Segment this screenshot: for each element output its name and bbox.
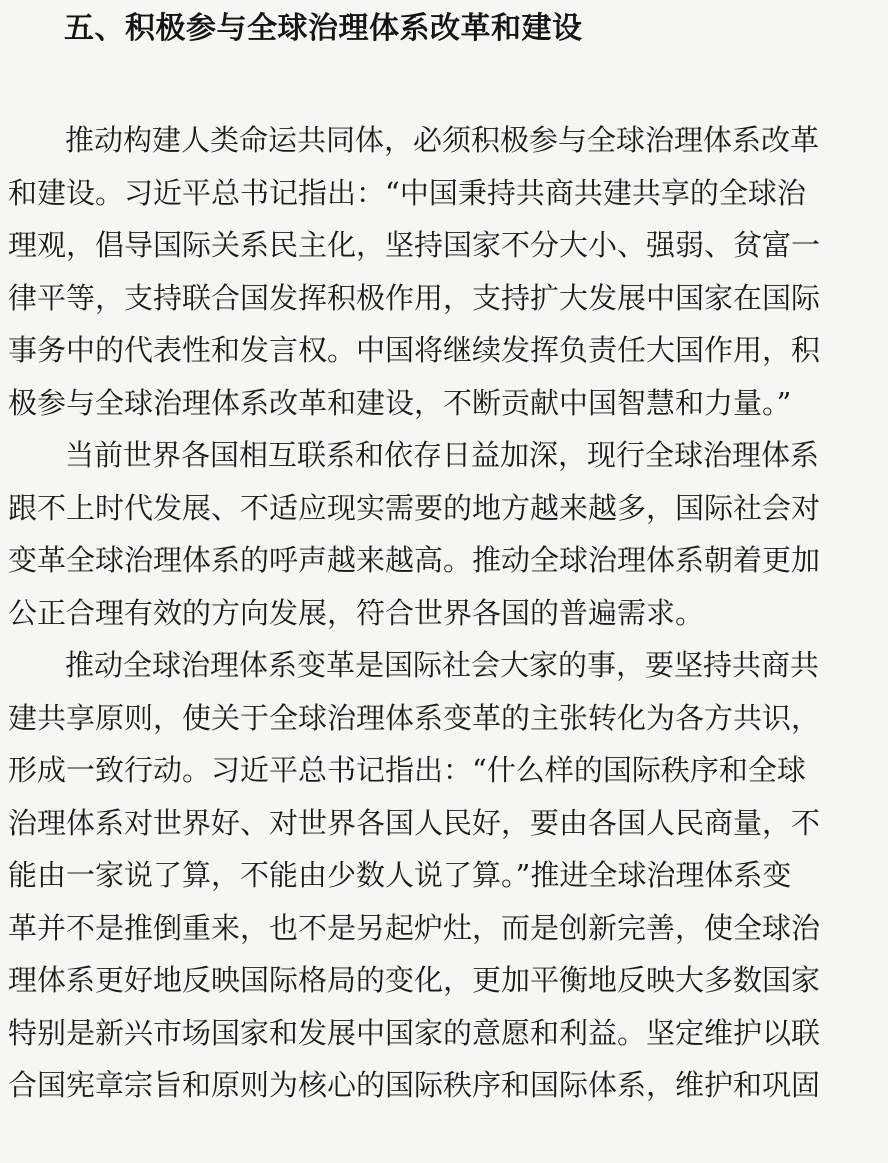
text-line: 变革全球治理体系的呼声越来越高。推动全球治理体系朝着更加: [8, 543, 821, 577]
text-line: 合国宪章宗旨和原则为核心的国际秩序和国际体系，维护和巩固: [8, 1068, 821, 1102]
document-body: [8, 114, 884, 1112]
text-line: 律平等，支持联合国发挥积极作用，支持扩大发展中国家在国际: [8, 280, 821, 315]
paragraph-3: [8, 639, 884, 1112]
text-line: 治理体系对世界好、对世界各国人民好，要由各国人民商量，不: [8, 805, 821, 840]
text-line: 特别是新兴市场国家和发展中国家的意愿和利益。坚定维护以联: [8, 1015, 821, 1050]
text-line: 公正合理有效的方向发展，符合世界各国的普遍需求。: [8, 595, 705, 630]
paragraph-1: [8, 114, 884, 429]
text-line: 极参与全球治理体系改革和建设，不断贡献中国智慧和力量。”: [8, 385, 792, 420]
text-line: 推动构建人类命运共同体，必须积极参与全球治理体系改革: [65, 123, 820, 157]
text-line: 理观，倡导国际关系民主化，坚持国家不分大小、强弱、贫富一: [8, 228, 821, 262]
text-line: 革并不是推倒重来，也不是另起炉灶，而是创新完善，使全球治: [8, 910, 821, 945]
text-line: 当前世界各国相互联系和依存日益加深，现行全球治理体系: [65, 438, 820, 472]
text-line: 跟不上时代发展、不适应现实需要的地方越来越多，国际社会对: [8, 490, 821, 525]
text-line: 建共享原则，使关于全球治理体系变革的主张转化为各方共识，: [8, 700, 821, 735]
text-line: 事务中的代表性和发言权。中国将继续发挥负责任大国作用，积: [8, 333, 821, 367]
text-line: 能由一家说了算，不能由少数人说了算。”推进全球治理体系变: [8, 858, 792, 892]
section-heading: 五、积极参与全球治理体系改革和建设: [64, 11, 583, 46]
text-line: 形成一致行动。习近平总书记指出：“什么样的国际秩序和全球: [8, 753, 806, 787]
paragraph-2: [8, 429, 884, 639]
text-line: 理体系更好地反映国际格局的变化，更加平衡地反映大多数国家: [8, 963, 821, 997]
text-line: 推动全球治理体系变革是国际社会大家的事，要坚持共商共: [65, 648, 820, 682]
text-line: 和建设。习近平总书记指出：“中国秉持共商共建共享的全球治: [8, 175, 806, 210]
